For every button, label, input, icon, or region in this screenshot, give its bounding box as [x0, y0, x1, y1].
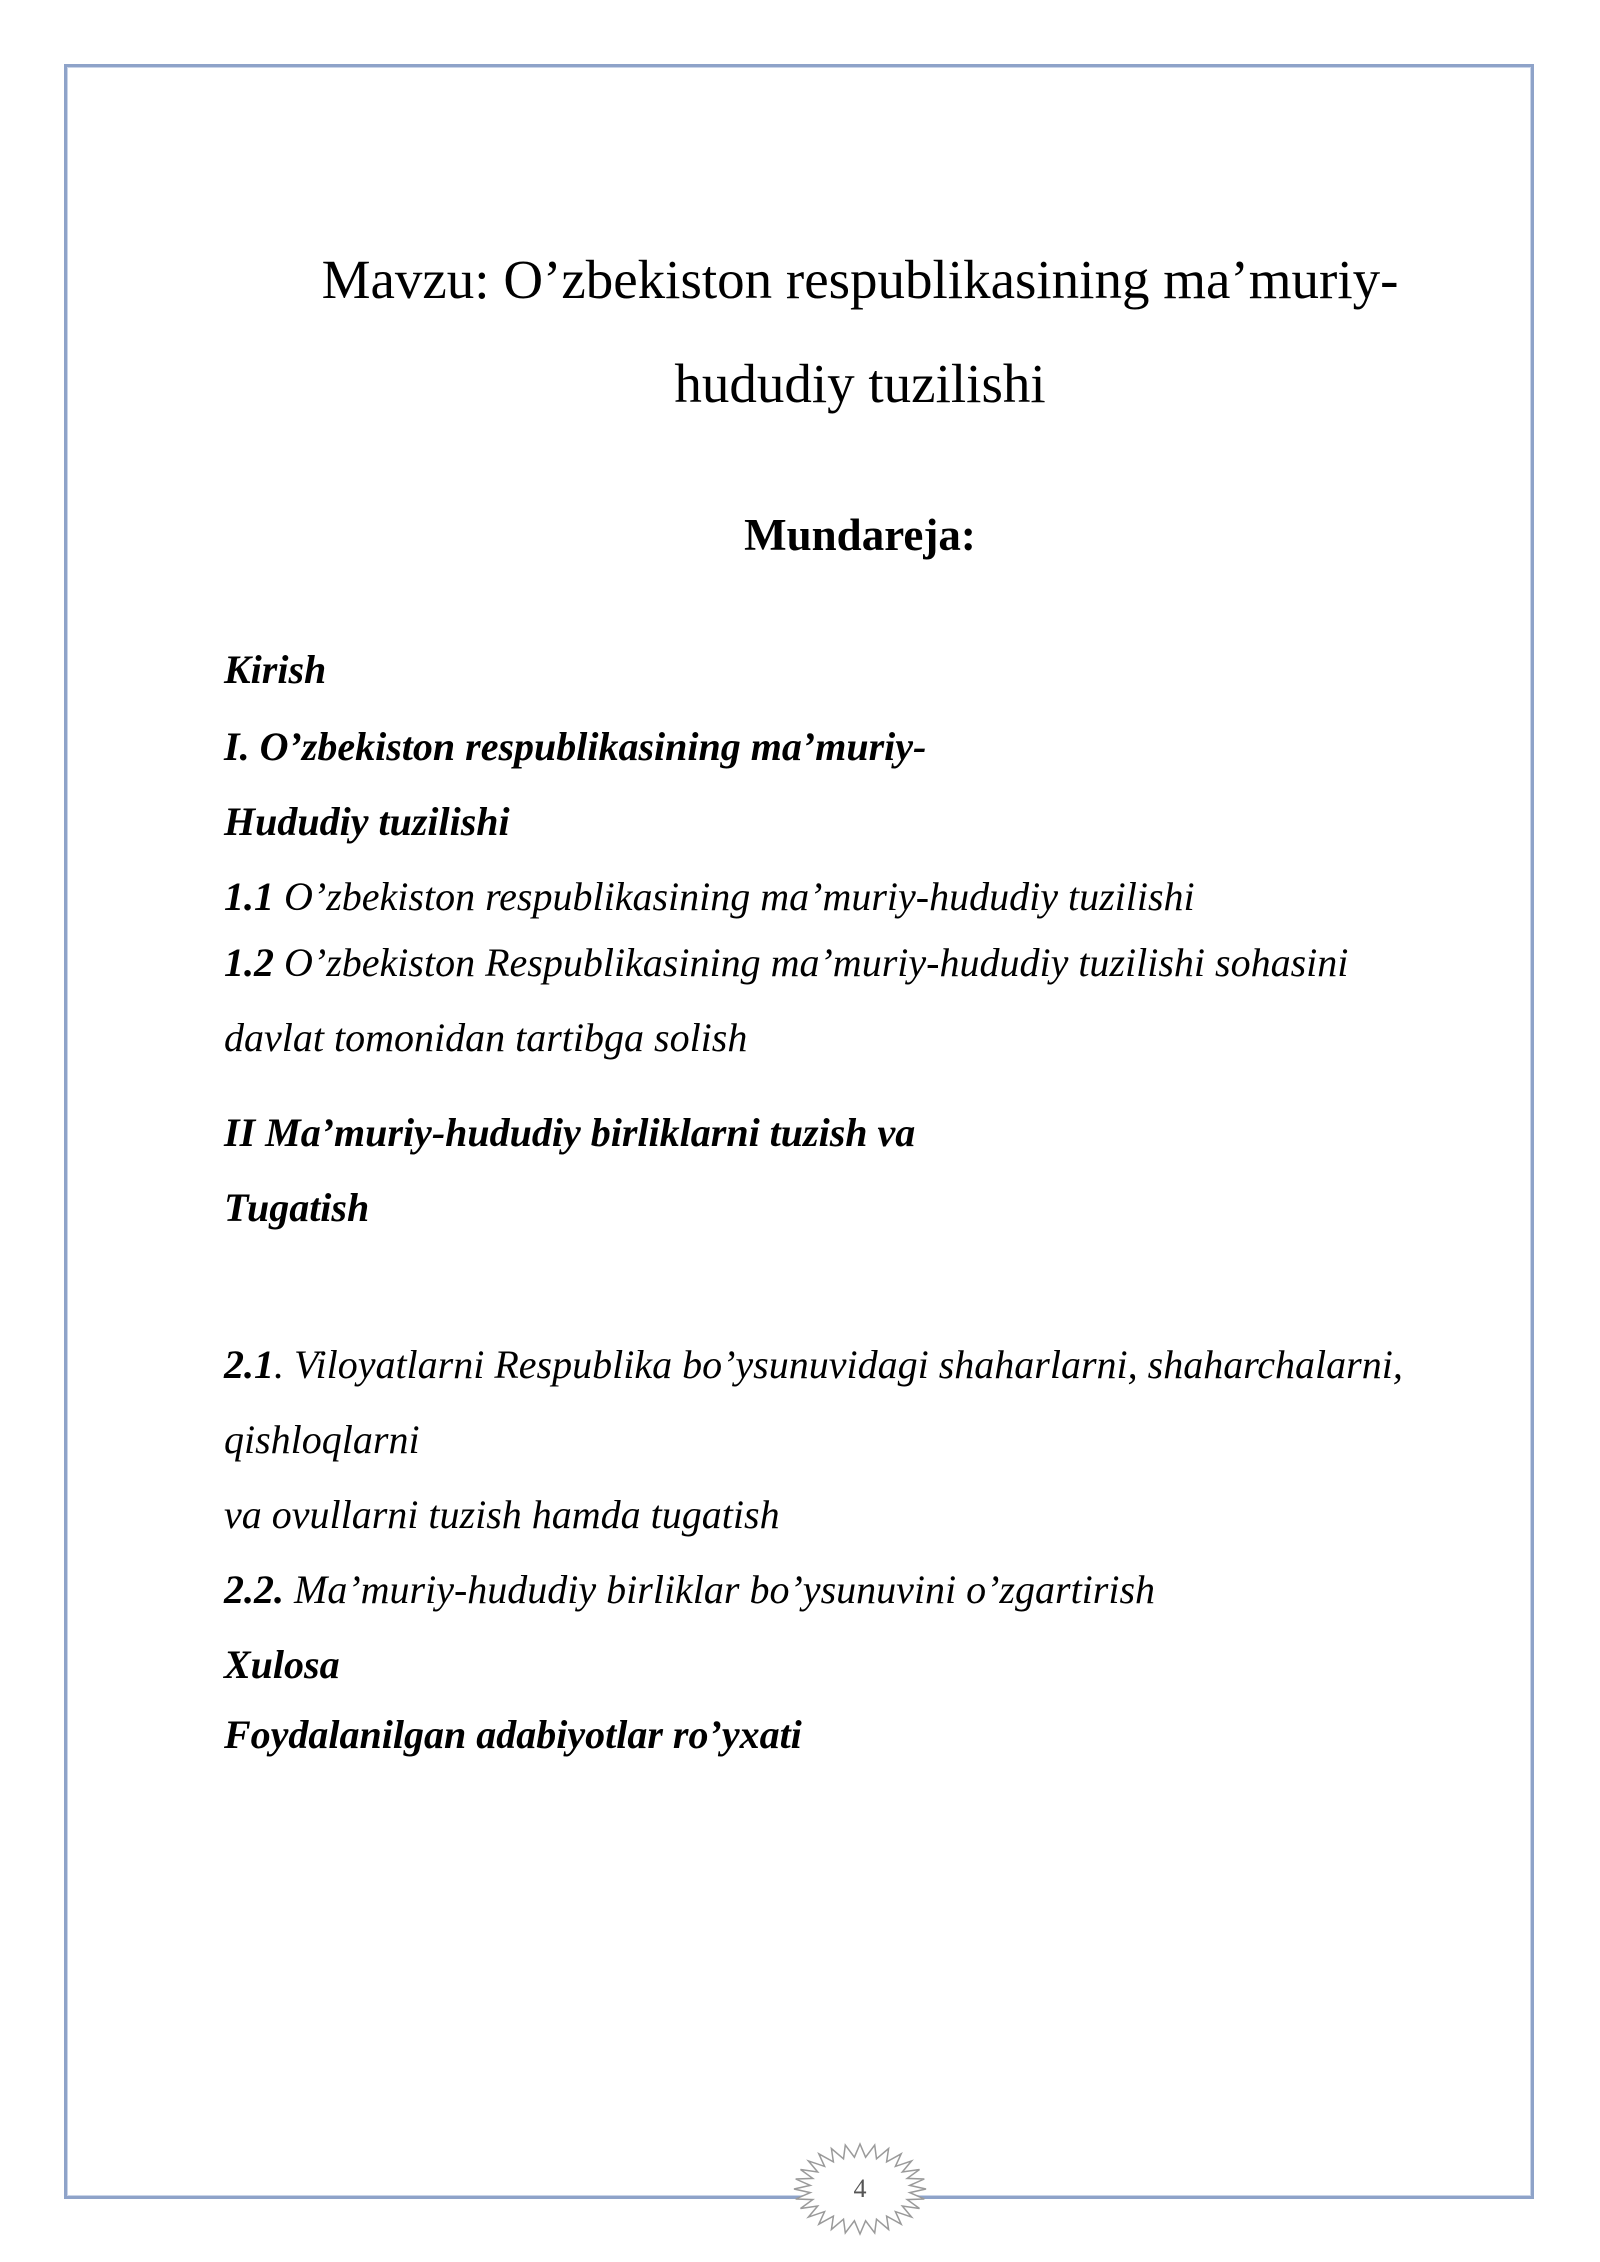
toc-section-1-1 — [224, 872, 1195, 922]
toc-section-title: . Viloyatlarni Respublika bo’ysunuvidagi shaharlarni, shaharchalarni, — [274, 1342, 1403, 1387]
toc-section-2-1-continuation-2: va ovullarni tuzish hamda tugatish — [224, 1492, 780, 1537]
document-title — [220, 228, 1500, 436]
page-number: 4 — [853, 2174, 867, 2203]
toc-chapter-1-line-1: I. O’zbekiston respublikasining ma’muriy- — [224, 724, 927, 769]
toc-section-title: Ma’muriy-hududiy birliklar bo’ysunuvini o’zgartirish — [284, 1567, 1156, 1612]
toc-section-title: O’zbekiston respublikasining ma’muriy-hududiy tuzilishi — [274, 874, 1195, 919]
toc-chapter-2-line-1: II Ma’muriy-hududiy birliklarni tuzish va — [224, 1110, 916, 1155]
toc-heading: Mundareja: — [744, 510, 976, 560]
toc-item-kirish: Kirish — [224, 647, 327, 692]
toc-item-xulosa: Xulosa — [224, 1642, 340, 1687]
toc-section-number: 2.2. — [224, 1567, 284, 1612]
toc-section-1-2 — [224, 938, 1348, 988]
toc-section-2-1-continuation-1: qishloqlarni — [224, 1417, 420, 1462]
toc-section-1-2-continuation: davlat tomonidan tartibga solish — [224, 1015, 748, 1060]
toc-section-2-2 — [224, 1565, 1155, 1615]
toc-chapter-1-line-2: Hududiy tuzilishi — [224, 799, 510, 844]
page-number-badge — [790, 2140, 930, 2238]
toc-chapter-2-line-2: Tugatish — [224, 1185, 370, 1230]
toc-section-2-1 — [224, 1340, 1403, 1390]
document-title-line-1: Mavzu: O’zbekiston respublikasining ma’muriy- — [321, 249, 1399, 310]
toc-section-number: 1.1 — [224, 874, 274, 919]
toc-section-number: 1.2 — [224, 940, 274, 985]
document-title-line-2: hududiy tuzilishi — [674, 353, 1046, 414]
toc-section-number: 2.1 — [224, 1342, 274, 1387]
toc-section-title: O’zbekiston Respublikasining ma’muriy-hududiy tuzilishi sohasini — [274, 940, 1349, 985]
toc-item-references: Foydalanilgan adabiyotlar ro’yxati — [224, 1712, 802, 1757]
